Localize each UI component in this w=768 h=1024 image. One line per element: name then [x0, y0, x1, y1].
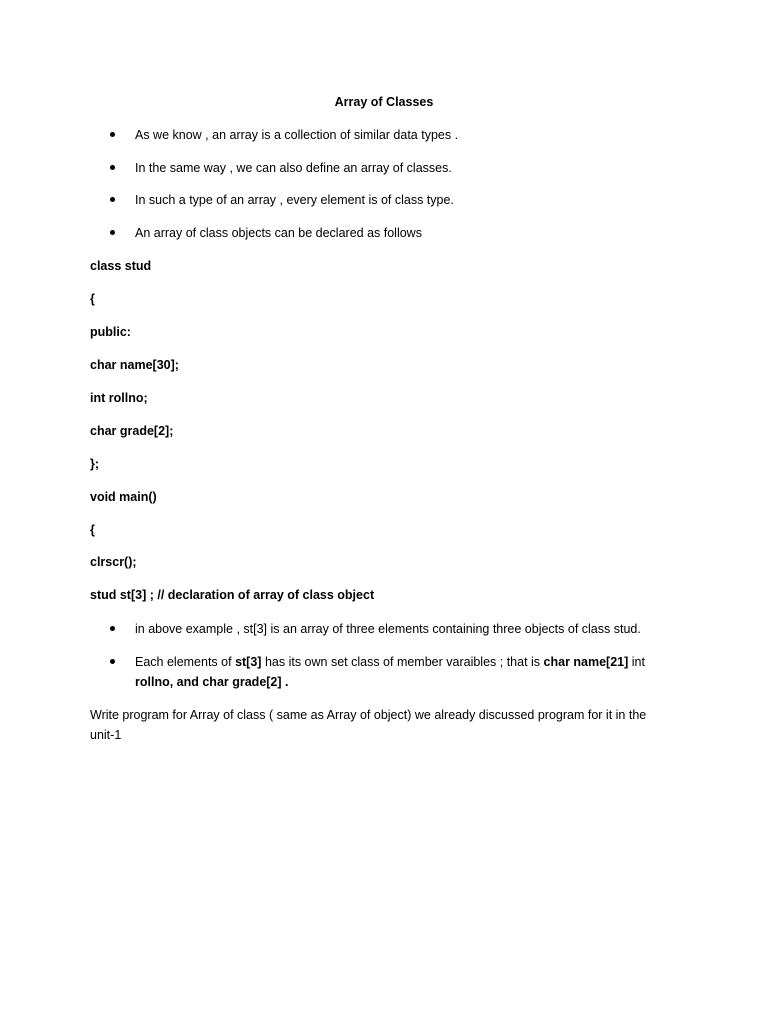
page-title-text: Array of Classes: [334, 95, 434, 109]
code-line: char name[30];: [90, 358, 179, 372]
code-line: int rollno;: [90, 391, 148, 405]
closing-paragraph: [90, 705, 670, 745]
bullet-text: An array of class objects can be declared as follows: [135, 226, 422, 240]
closing-line: Write program for Array of class ( same as Array of object) we already discussed program for it in the: [90, 708, 647, 722]
bullet-text: In such a type of an array , every element is of class type.: [135, 193, 454, 207]
bold-run: char name[21]: [543, 655, 629, 669]
text-run: has its own set class of member varaibles ; that is: [261, 655, 544, 669]
code-line: public:: [90, 325, 131, 339]
bold-run: rollno, and char grade[2] .: [135, 675, 289, 689]
closing-line: unit-1: [90, 728, 122, 742]
bullet-dot-icon: [110, 132, 115, 137]
bullet-text: As we know , an array is a collection of similar data types .: [135, 128, 459, 142]
bullet-dot-icon: [110, 165, 115, 170]
bullet-dot-icon: [110, 626, 115, 631]
code-line: void main(): [90, 490, 157, 504]
bold-run: st[3]: [235, 655, 262, 669]
bullet-dot-icon: [110, 197, 115, 202]
code-line: {: [90, 523, 95, 537]
code-line: stud st[3] ; // declaration of array of class object: [90, 588, 375, 602]
bullet-dot-icon: [110, 659, 115, 664]
code-line: {: [90, 292, 95, 306]
code-line: class stud: [90, 259, 152, 273]
bullet-text: [135, 652, 675, 692]
bullet-text: in above example , st[3] is an array of three elements containing three objects of class stud.: [135, 622, 641, 636]
code-line: clrscr();: [90, 555, 137, 569]
code-line: char grade[2];: [90, 424, 174, 438]
text-run: Each elements of: [135, 655, 236, 669]
code-line: };: [90, 457, 100, 471]
text-run: int: [628, 655, 645, 669]
bullet-dot-icon: [110, 230, 115, 235]
bullet-text: In the same way , we can also define an array of classes.: [135, 161, 452, 175]
page-title: [0, 95, 768, 109]
